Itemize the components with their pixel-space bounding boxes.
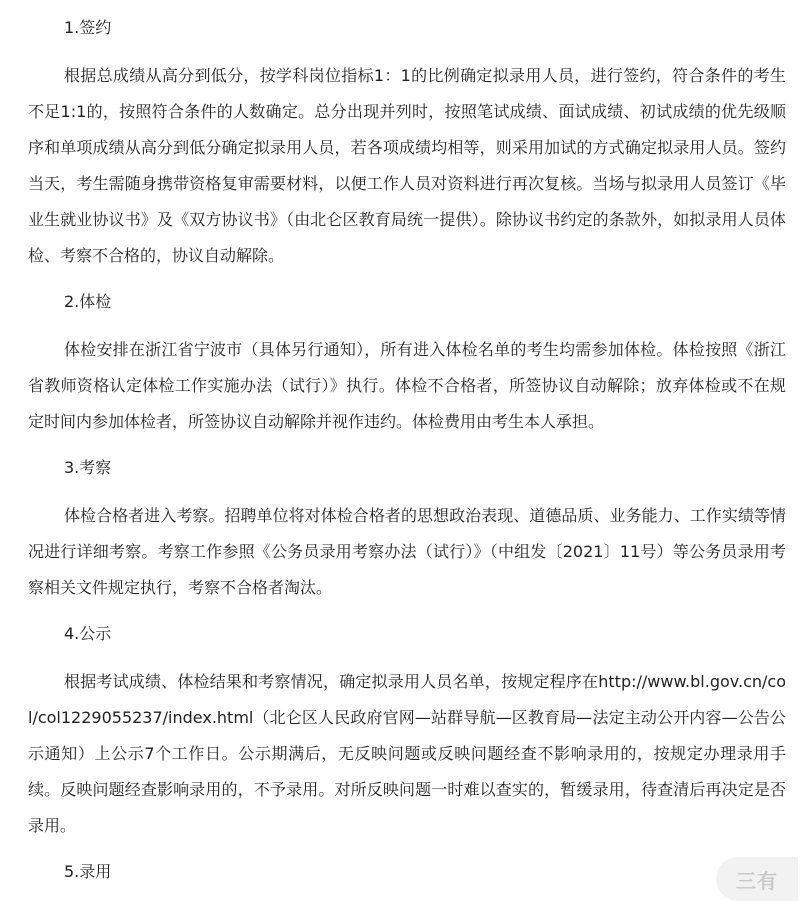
publicity-rest-text: （北仑区人民政府官网—站群导航—区教育局—法定主动公开内容—公告公示通知）上公示7个工作日。公示期满后，无反映问题或反映问题经查不影响录用的，按规定办理录用手续。反映问题经查影响录用的，不予录用。对所反映问题一时难以查实的，暂缓录用，待查清后再决定是否录用。: [28, 708, 786, 835]
watermark-text: 三有: [736, 868, 778, 893]
section-body-inspection: 体检合格者进入考察。招聘单位将对体检合格者的思想政治表现、道德品质、业务能力、工作实绩等情况进行详细考察。考察工作参照《公务员录用考察办法（试行）》（中组发〔2021〕11号）等公务员录用考察相关文件规定执行，考察不合格者淘汰。: [28, 506, 786, 597]
section-heading-inspection: 3.考察: [64, 458, 112, 477]
section-heading-publicity: 4.公示: [64, 624, 112, 643]
section-body-publicity: [28, 664, 786, 844]
section-body-signing: 根据总成绩从高分到低分，按学科岗位指标1：1的比例确定拟录用人员，进行签约，符合条件的考生不足1:1的，按照符合条件的人数确定。总分出现并列时，按照笔试成绩、面试成绩、初试成绩的优先级顺序和单项成绩从高分到低分确定拟录用人员，若各项成绩均相等，则采用加试的方式确定拟录用人员。签约当天，考生需随身携带资格复审需要材料，以便工作人员对资料进行再次复核。当场与拟录用人员签订《毕业生就业协议书》及《双方协议书》（由北仑区教育局统一提供）。除协议书约定的条款外，如拟录用人员体检、考察不合格的，协议自动解除。: [28, 66, 786, 265]
publicity-url-link[interactable]: http://www.bl.gov.cn/col/col1229055237/index.html: [28, 672, 786, 727]
section-heading-employment: 5.录用: [64, 862, 112, 881]
publicity-intro-text: 根据考试成绩、体检结果和考察情况，确定拟录用人员名单，按规定程序在: [64, 672, 599, 691]
section-heading-physical-exam: 2.体检: [64, 292, 112, 311]
section-body-physical-exam: 体检安排在浙江省宁波市（具体另行通知），所有进入体检名单的考生均需参加体检。体检按照《浙江省教师资格认定体检工作实施办法（试行）》执行。体检不合格者，所签协议自动解除；放弃体检或不在规定时间内参加体检者，所签协议自动解除并视作违约。体检费用由考生本人承担。: [28, 340, 786, 431]
article-body: [28, 8, 786, 892]
site-watermark-logo: [716, 857, 798, 901]
section-heading-signing: 1.签约: [64, 18, 112, 37]
